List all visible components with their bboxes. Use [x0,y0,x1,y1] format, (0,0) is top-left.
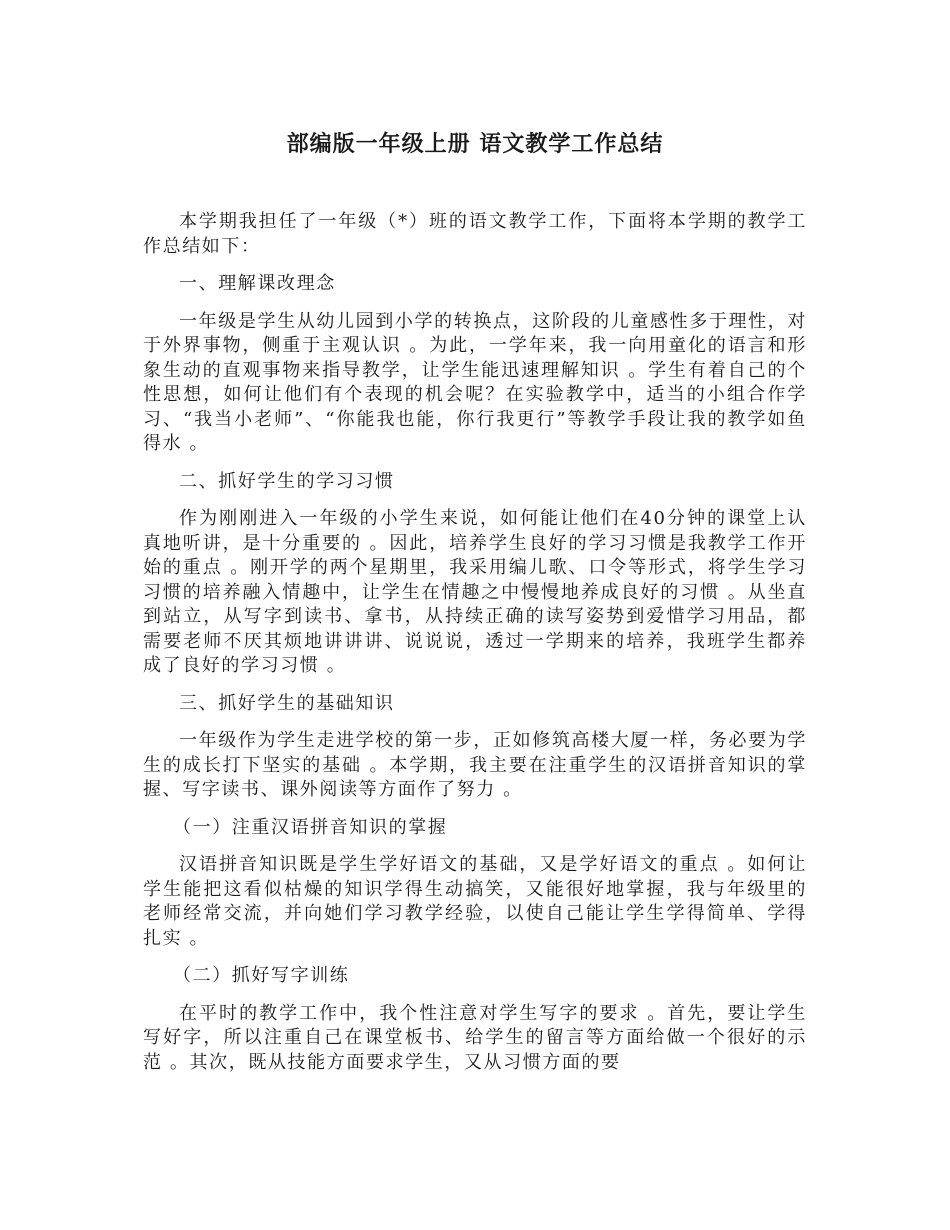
document-body [143,210,807,1088]
section-heading-2: 二、抓好学生的学习习惯 [179,470,395,492]
paragraph-1: 一年级是学生从幼儿园到小学的转换点，这阶段的儿童感性多于理性，对于外界事物，侧重于主观认识 。为此，一学年来，我一向用童化的语言和形象生动的直观事物来指导教学，让学生能迅速理解知识 。学生有着自己的个性思想，如何让他们有个表现的机会呢？在实验教学中，适当的小组合作学习、“我当小老师”、“你能我也能，你行我更行”等教学手段让我的教学如鱼得水 。 [143,310,807,454]
section-heading-3: 三、抓好学生的基础知识 [179,692,395,714]
document-title: 部编版一年级上册 语文教学工作总结 [286,131,664,157]
paragraph-5: 在平时的教学工作中，我个性注意对学生写字的要求 。首先，要让学生写好字，所以注重自己在课堂板书、给学生的留言等方面给做一个很好的示范 。其次，既从技能方面要求学生，又从习惯方面的要 [143,1002,807,1073]
section-heading-1: 一、理解课改理念 [179,273,336,294]
paragraph-4: 汉语拼音知识既是学生学好语文的基础，又是学好语文的重点 。如何让学生能把这看似枯燥的知识学得生动搞笑，又能很好地掌握，我与年级里的老师经常交流，并向她们学习教学经验，以使自己能让学生学得简单、学得扎实 。 [143,854,807,949]
paragraph-intro: 本学期我担任了一年级（*）班的语文教学工作，下面将本学期的教学工作总结如下： [143,211,807,257]
subsection-heading-1: （一）注重汉语拼音知识的掌握 [173,816,448,838]
paragraph-3: 一年级作为学生走进学校的第一步，正如修筑高楼大厦一样，务必要为学生的成长打下坚实的基础 。本学期，我主要在注重学生的汉语拼音知识的掌握、写字读书、课外阅读等方面作了努力 。 [143,730,807,800]
subsection-heading-2: （二）抓好写字训练 [173,965,350,986]
paragraph-2: 作为刚刚进入一年级的小学生来说，如何能让他们在40分钟的课堂上认真地听讲，是十分重要的 。因此，培养学生良好的学习习惯是我教学工作开始的重点 。刚开学的两个星期里，我采用编儿歌、口令等形式，将学生学习习惯的培养融入情趣中，让学生在情趣之中慢慢地养成良好的习惯 。从坐直到站立，从写字到读书、拿书，从持续正确的读写姿势到爱惜学习用品，都需要老师不厌其烦地讲讲讲、说说说，透过一学期来的培养，我班学生都养成了良好的学习习惯 。 [143,508,807,676]
